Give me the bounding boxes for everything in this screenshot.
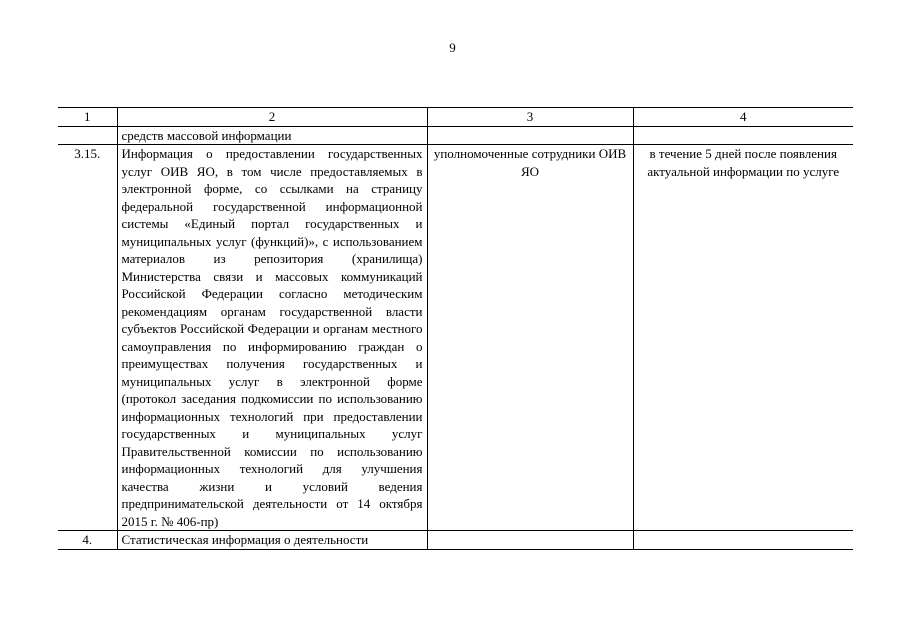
row-number <box>58 126 117 145</box>
table-row <box>58 126 853 145</box>
row-description: Информация о предоставлении государственных услуг ОИВ ЯО, в том числе предоставляемых в электронной форме, со ссылками на страницу федеральной государственной информационной системы «Единый портал государственных и муниципальных услуг (функций)», с использованием материалов из репозитория (хранилища) Министерства связи и массовых коммуникаций Российской Федерации согласно методическим рекомендациям органам государственной власти субъектов Российской Федерации и органам местного самоуправления по информированию граждан о преимуществах получения государственных и муниципальных услуг в электронной форме (протокол заседания подкомиссии по использованию информационных технологий при предоставлении государственных и муниципальных услуг Правительственной комиссии по использованию информационных технологий для улучшения качества жизни и условий ведения предпринимательской деятельности от 14 октября 2015 г. № 406-пр) <box>117 145 427 531</box>
column-header-4: 4 <box>633 108 853 127</box>
row-deadline: в течение 5 дней после появления актуальной информации по услуге <box>633 145 853 531</box>
document-table <box>58 107 853 550</box>
table-row <box>58 145 853 531</box>
column-header-3: 3 <box>427 108 633 127</box>
row-deadline <box>633 531 853 550</box>
row-responsible <box>427 531 633 550</box>
row-number: 3.15. <box>58 145 117 531</box>
table-row <box>58 531 853 550</box>
row-deadline <box>633 126 853 145</box>
page-number: 9 <box>449 40 456 55</box>
column-header-2: 2 <box>117 108 427 127</box>
row-responsible: уполномоченные сотрудники ОИВ ЯО <box>427 145 633 531</box>
row-number: 4. <box>58 531 117 550</box>
row-responsible <box>427 126 633 145</box>
row-description: Статистическая информация о деятельности <box>117 531 427 550</box>
row-description: средств массовой информации <box>117 126 427 145</box>
column-header-1: 1 <box>58 108 117 127</box>
table-header-row <box>58 108 853 127</box>
